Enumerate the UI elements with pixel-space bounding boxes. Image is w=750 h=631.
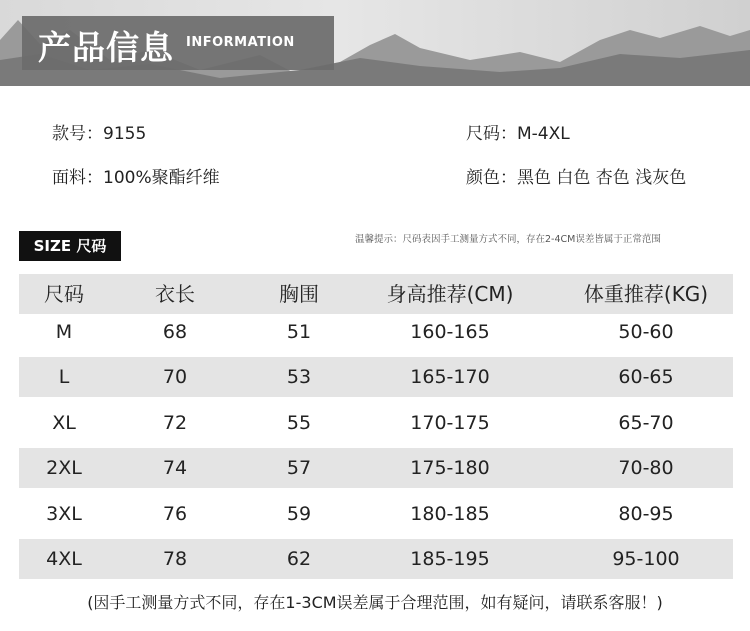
banner-subtitle: INFORMATION — [186, 35, 295, 50]
cell-size: XL — [52, 412, 76, 434]
cell-length: 74 — [162, 457, 188, 479]
cell-height: 185-195 — [410, 548, 490, 570]
model-number: 款号：9155 — [52, 124, 147, 144]
header-height: 身高推荐(CM) — [386, 282, 514, 306]
cell-weight: 50-60 — [618, 321, 674, 343]
header-chest: 胸围 — [279, 282, 319, 306]
cell-height: 180-185 — [410, 503, 490, 525]
cell-length: 76 — [162, 503, 188, 525]
size-table-header — [19, 274, 733, 314]
cell-weight: 65-70 — [618, 412, 674, 434]
footer-note: (因手工测量方式不同，存在1-3CM误差属于合理范围，如有疑问，请联系客服！) — [87, 593, 663, 612]
cell-length: 70 — [162, 366, 188, 388]
table-row — [19, 539, 733, 579]
cell-size: L — [58, 366, 70, 388]
cell-weight: 95-100 — [612, 548, 680, 570]
header-weight: 体重推荐(KG) — [583, 282, 709, 306]
cell-weight: 80-95 — [618, 503, 674, 525]
material: 面料：100%聚酯纤维 — [52, 168, 220, 188]
colors: 颜色：黑色 白色 杏色 浅灰色 — [466, 168, 687, 188]
cell-weight: 70-80 — [618, 457, 674, 479]
cell-height: 170-175 — [410, 412, 490, 434]
table-row — [19, 403, 733, 443]
cell-length: 68 — [162, 321, 188, 343]
cell-chest: 55 — [286, 412, 312, 434]
cell-size: 4XL — [46, 548, 82, 570]
cell-chest: 57 — [286, 457, 312, 479]
cell-height: 160-165 — [410, 321, 490, 343]
cell-weight: 60-65 — [618, 366, 674, 388]
cell-height: 165-170 — [410, 366, 490, 388]
cell-chest: 53 — [286, 366, 312, 388]
cell-length: 78 — [162, 548, 188, 570]
table-row — [19, 357, 733, 397]
table-row — [19, 448, 733, 488]
table-row — [19, 494, 733, 534]
header-length: 衣长 — [155, 282, 195, 306]
size-note: 温馨提示：尺码表因手工测量方式不同，存在2-4CM误差皆属于正常范围 — [355, 234, 661, 245]
cell-chest: 51 — [286, 321, 312, 343]
cell-height: 175-180 — [410, 457, 490, 479]
table-row — [19, 312, 733, 352]
cell-length: 72 — [162, 412, 188, 434]
cell-size: 3XL — [46, 503, 82, 525]
cell-size: 2XL — [46, 457, 82, 479]
header-size: 尺码 — [44, 282, 84, 306]
cell-chest: 59 — [286, 503, 312, 525]
header-banner — [0, 0, 750, 86]
size-section-tag: SIZE 尺码 — [19, 231, 121, 261]
size-range: 尺码：M-4XL — [466, 124, 570, 144]
cell-size: M — [55, 321, 73, 343]
cell-chest: 62 — [286, 548, 312, 570]
banner-title: 产品信息 — [38, 28, 174, 67]
